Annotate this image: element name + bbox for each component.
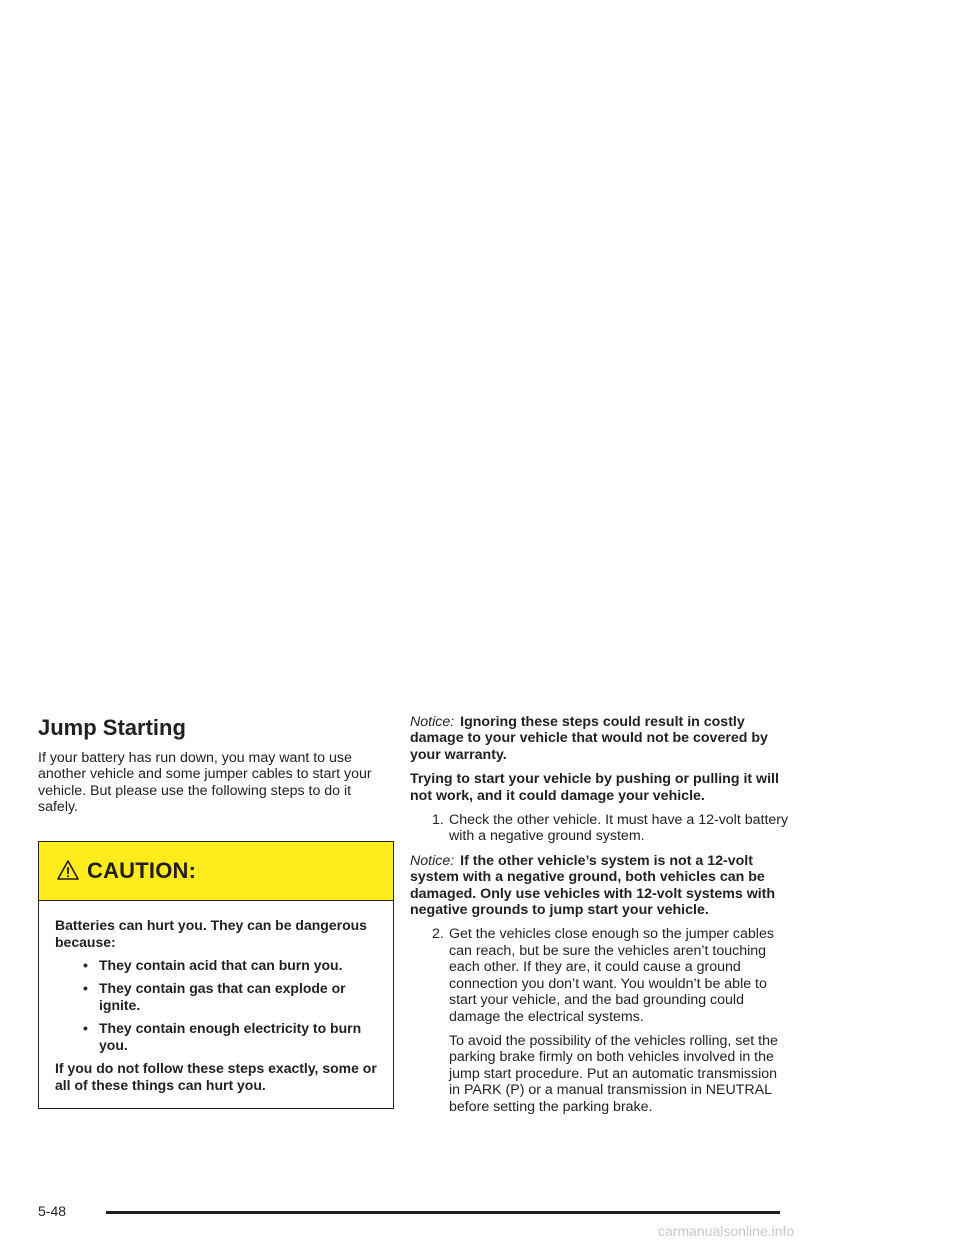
footer-rule: [106, 1211, 780, 1214]
page-number: 5-48: [38, 1203, 67, 1219]
caution-bullet: • They contain gas that can explode or ignite.: [83, 979, 346, 1013]
caution-body: [39, 901, 393, 1108]
notice-paragraph: [410, 714, 790, 763]
step-2-continuation: To avoid the possibility of the vehicles rolling, set the parking brake firmly on both vehicles involved in the jump start procedure. Put an automatic transmission in PARK (P) or a manual transmission in NEUTRAL before setting the parking brake.: [449, 1032, 778, 1115]
step-2: [410, 926, 790, 1024]
left-column: [38, 714, 394, 1109]
caution-box: [38, 841, 394, 1109]
caution-header: [39, 842, 393, 901]
warning-paragraph: Trying to start your vehicle by pushing or pulling it will not work, and it could damage your vehicle.: [410, 771, 779, 804]
caution-bullet: • They contain acid that can burn you.: [83, 956, 343, 973]
caution-closing: If you do not follow these steps exactly, some or all of these things can hurt you.: [55, 1059, 377, 1093]
caution-lead: Batteries can hurt you. They can be dangerous because:: [55, 916, 367, 950]
notice-text: Ignoring these steps could result in costly damage to your vehicle that would not be covered by your warranty.: [410, 714, 768, 763]
step-number: 2.: [432, 926, 444, 943]
bullet-dot: •: [83, 1019, 88, 1036]
warning-triangle-icon: [57, 859, 79, 881]
step-1: [410, 812, 790, 845]
notice-text: If the other vehicle’s system is not a 12-volt system with a negative ground, both vehicles can be damaged. Only use vehicles with 12-volt systems with negative grounds to jump start your vehicle.: [410, 852, 776, 919]
step-text: Get the vehicles close enough so the jumper cables can reach, but be sure the vehicles aren’t touching each other. If they are, it could cause a ground connection you don’t want. You wouldn’t be able to start your vehicle, and the bad grounding could damage the electrical systems.: [449, 926, 774, 1025]
caution-bullet: • They contain enough electricity to burn you.: [83, 1019, 362, 1053]
notice-paragraph: [410, 853, 790, 919]
right-column: [410, 714, 790, 1115]
watermark: carmanualsonline.info: [658, 1223, 795, 1239]
notice-label: Notice:: [410, 852, 455, 869]
step-number: 1.: [432, 812, 444, 829]
bullet-dot: •: [83, 979, 88, 996]
notice-label: Notice:: [410, 714, 455, 730]
caution-heading: CAUTION:: [87, 857, 197, 883]
bullet-dot: •: [83, 956, 88, 973]
caution-bullet-list: [55, 957, 379, 1054]
step-text: Check the other vehicle. It must have a 12-volt battery with a negative ground system.: [449, 812, 789, 845]
intro-paragraph: If your battery has run down, you may want to use another vehicle and some jumper cables to start your vehicle. But please use the following steps to do it safely.: [38, 750, 372, 816]
section-title: Jump Starting: [38, 715, 186, 740]
